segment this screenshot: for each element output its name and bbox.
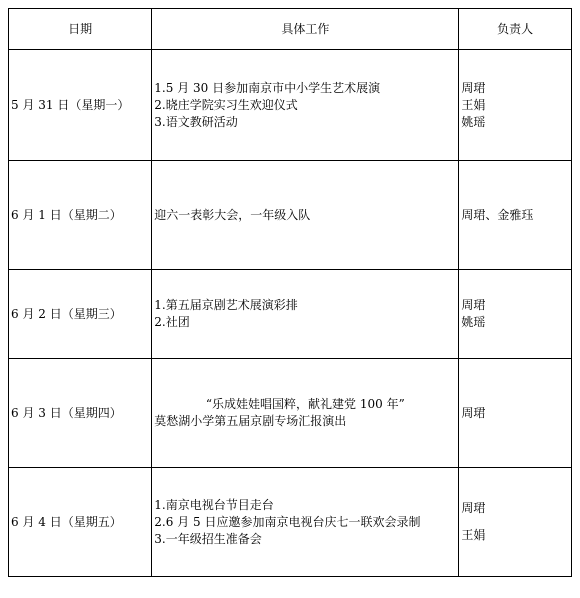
owner-name: 周珺	[461, 298, 486, 312]
owner-name: 周珺、金雅珏	[461, 207, 534, 222]
owner-cell	[459, 161, 572, 270]
table-row	[9, 50, 572, 161]
work-item: 1.第五届京剧艺术展演彩排	[154, 298, 298, 312]
table-row	[9, 161, 572, 270]
weekly-schedule-table	[8, 8, 572, 577]
work-cell	[152, 270, 459, 359]
owner-name: 王娟	[461, 97, 486, 112]
owner-spacer	[461, 517, 569, 527]
work-item: 2.6 月 5 日应邀参加南京电视台庆七一联欢会录制	[154, 514, 421, 529]
work-cell	[152, 161, 459, 270]
header-owner: 负责人	[459, 9, 572, 50]
table-row	[9, 270, 572, 359]
date-cell: 5 月 31 日（星期一）	[9, 50, 152, 161]
work-item: 3.一年级招生准备会	[154, 531, 262, 546]
header-date: 日期	[9, 9, 152, 50]
work-cell	[152, 50, 459, 161]
work-item: 2.晓庄学院实习生欢迎仪式	[154, 97, 298, 112]
work-item: 莫愁湖小学第五届京剧专场汇报演出	[154, 414, 347, 428]
work-cell	[152, 468, 459, 577]
date-cell: 6 月 2 日（星期三）	[9, 270, 152, 359]
owner-cell	[459, 468, 572, 577]
owner-cell	[459, 50, 572, 161]
work-item: 迎六一表彰大会，一年级入队	[154, 207, 311, 222]
owner-name: 周珺	[461, 80, 486, 95]
table-row	[9, 468, 572, 577]
work-item: 1.南京电视台节目走台	[154, 497, 274, 512]
owner-name: 王娟	[461, 528, 486, 542]
schedule-sheet	[8, 8, 572, 577]
date-cell: 6 月 4 日（星期五）	[9, 468, 152, 577]
date-cell: 6 月 1 日（星期二）	[9, 161, 152, 270]
header-work: 具体工作	[152, 9, 459, 50]
date-cell: 6 月 3 日（星期四）	[9, 359, 152, 468]
work-item: 2.社团	[154, 315, 190, 329]
work-item: “乐成娃娃唱国粹，献礼建党 100 年”	[205, 397, 405, 411]
work-cell	[152, 359, 459, 468]
owner-name: 姚瑶	[461, 114, 486, 129]
owner-name: 周珺	[461, 501, 486, 515]
owner-cell	[459, 359, 572, 468]
owner-name: 周珺	[461, 405, 486, 420]
work-item: 3.语文教研活动	[154, 114, 238, 129]
owner-cell	[459, 270, 572, 359]
owner-name: 姚瑶	[461, 315, 486, 329]
table-row	[9, 359, 572, 468]
work-item: 1.5 月 30 日参加南京市中小学生艺术展演	[154, 80, 381, 95]
table-header-row	[9, 9, 572, 50]
